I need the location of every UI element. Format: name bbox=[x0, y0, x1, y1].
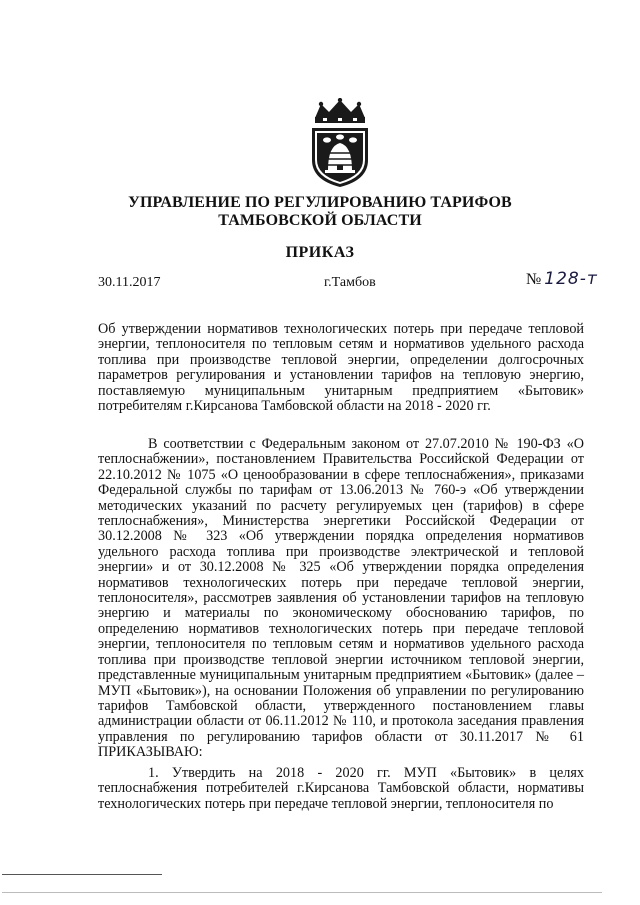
footer-divider bbox=[2, 874, 162, 875]
order-subject bbox=[98, 322, 584, 414]
order-item-1 bbox=[98, 766, 584, 812]
organization-title-line-1: УПРАВЛЕНИЕ ПО РЕГУЛИРОВАНИЮ ТАРИФОВ bbox=[128, 194, 512, 211]
order-preamble-text: В соответствии с Федеральным законом от 27.07.2010 № 190-ФЗ «О теплоснабжении», постановлением Правительства Российской Федерации от 22.10.2012 № 1075 «О ценообразовании в сфере теплоснабжения», приказами Федеральной службы по тарифам от 13.06.2013 № 760-э «Об утверждении методических указаний по расчету регулируемых цен (тарифов) в сфере теплоснабжения», Министерства энергетики Российской Федерации от 30.12.2008 № 323 «Об утверждении порядка определения нормативов удельного расхода топлива при производстве электрической и тепловой энергии» и от 30.12.2008 № 325 «Об утверждении порядка определения нормативов технологических потерь при передаче тепловой энергии, теплоносителя», рассмотрев заявления об установлении тарифов на тепловую энергию и материалы по экономическому обоснованию тарифов, по определению нормативов технологических потерь при передаче тепловой энергии, теплоносителя по тепловым сетям и нормативов удельного расхода топлива при производстве тепловой энергии источником тепловой энергии, представленные муниципальным унитарным предприятием «Бытовик» (далее – МУП «Бытовик»), на основании Положения об управлении по регулированию тарифов Тамбовской области, утвержденного постановлением главы администрации области от 06.11.2012 № 110, и протокола заседания правления управления по регулированию тарифов области от 30.11.2017 № 61 ПРИКАЗЫВАЮ: bbox=[98, 436, 584, 761]
order-city: г.Тамбов bbox=[324, 275, 376, 290]
order-number-prefix: № bbox=[526, 271, 542, 288]
order-number-handwritten: 128-т bbox=[544, 269, 598, 289]
order-subject-text: Об утверждении нормативов технологических потерь при передаче тепловой энергии, теплоносителя по тепловым сетям и нормативов удельного расхода топлива при производстве тепловой энергии, определении долгосрочных параметров регулирования и установлении тарифов на тепловую энергию, поставляемую муниципальным унитарным предприятием «Бытовик» потребителям г.Кирсанова Тамбовской области на 2018 - 2020 гг. bbox=[98, 321, 584, 415]
tambov-coat-of-arms-icon bbox=[301, 98, 379, 188]
document-type: ПРИКАЗ bbox=[285, 244, 355, 261]
organization-title-line-2: ТАМБОВСКОЙ ОБЛАСТИ bbox=[218, 212, 422, 229]
order-preamble bbox=[98, 437, 584, 761]
order-number bbox=[526, 271, 598, 288]
page-bottom-edge bbox=[2, 892, 602, 893]
order-date: 30.11.2017 bbox=[98, 275, 161, 290]
order-item-1-text: 1. Утвердить на 2018 - 2020 гг. МУП «Бытовик» в целях теплоснабжения потребителей г.Кирсанова Тамбовской области, нормативы технологических потерь при передаче тепловой энергии, теплоносителя по bbox=[98, 765, 584, 812]
